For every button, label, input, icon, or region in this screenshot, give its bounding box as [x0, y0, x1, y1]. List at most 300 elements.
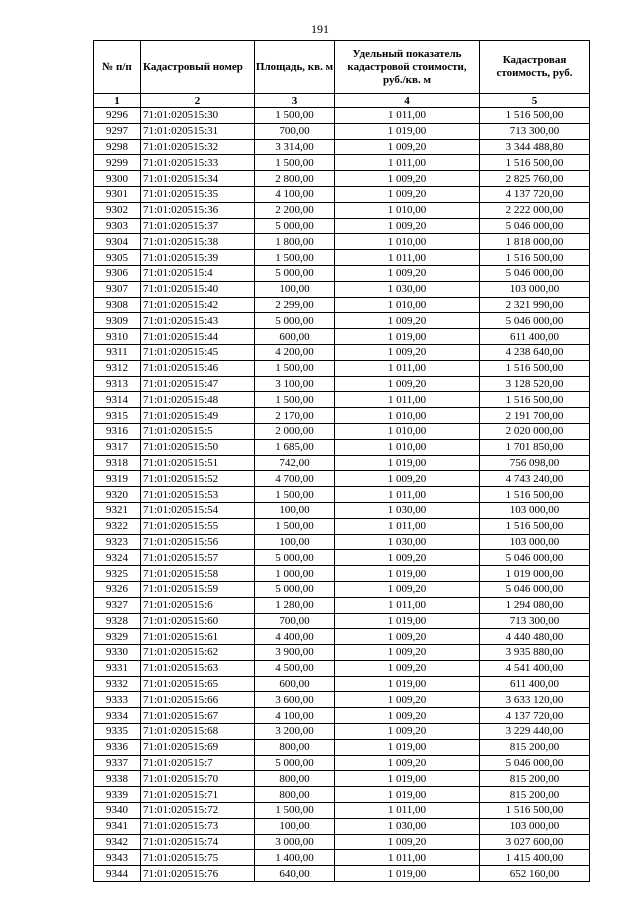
cost-cell: 3 344 488,80	[480, 139, 590, 155]
table-row	[94, 171, 590, 187]
area-cell: 800,00	[255, 787, 335, 803]
rate-cell: 1 009,20	[335, 724, 480, 740]
cadastral-table	[93, 40, 590, 882]
table-row	[94, 771, 590, 787]
cadastral-number-cell: 71:01:020515:49	[141, 408, 255, 424]
area-cell: 1 500,00	[255, 360, 335, 376]
cost-cell: 2 321 990,00	[480, 297, 590, 313]
table-row	[94, 850, 590, 866]
area-cell: 4 200,00	[255, 344, 335, 360]
cadastral-number-cell: 71:01:020515:71	[141, 787, 255, 803]
row-number-cell: 9313	[94, 376, 141, 392]
area-cell: 1 500,00	[255, 518, 335, 534]
cost-cell: 3 128 520,00	[480, 376, 590, 392]
row-number-cell: 9303	[94, 218, 141, 234]
cadastral-number-cell: 71:01:020515:60	[141, 613, 255, 629]
table-row	[94, 297, 590, 313]
row-number-cell: 9325	[94, 566, 141, 582]
cadastral-number-cell: 71:01:020515:37	[141, 218, 255, 234]
row-number-cell: 9302	[94, 202, 141, 218]
cadastral-number-cell: 71:01:020515:76	[141, 866, 255, 882]
row-number-cell: 9308	[94, 297, 141, 313]
table-row	[94, 439, 590, 455]
area-cell: 100,00	[255, 281, 335, 297]
row-number-cell: 9331	[94, 660, 141, 676]
area-cell: 1 500,00	[255, 155, 335, 171]
area-cell: 4 400,00	[255, 629, 335, 645]
cadastral-number-cell: 71:01:020515:58	[141, 566, 255, 582]
cadastral-number-cell: 71:01:020515:4	[141, 265, 255, 281]
row-number-cell: 9327	[94, 597, 141, 613]
row-number-cell: 9296	[94, 108, 141, 124]
table-row	[94, 392, 590, 408]
area-cell: 1 500,00	[255, 250, 335, 266]
header-num: № п/п	[94, 41, 141, 94]
row-number-cell: 9328	[94, 613, 141, 629]
cost-cell: 815 200,00	[480, 739, 590, 755]
rate-cell: 1 010,00	[335, 297, 480, 313]
row-number-cell: 9336	[94, 739, 141, 755]
row-number-cell: 9305	[94, 250, 141, 266]
cost-cell: 5 046 000,00	[480, 218, 590, 234]
table-header-row	[94, 41, 590, 94]
cost-cell: 1 516 500,00	[480, 360, 590, 376]
table-row	[94, 329, 590, 345]
cadastral-number-cell: 71:01:020515:69	[141, 739, 255, 755]
row-number-cell: 9309	[94, 313, 141, 329]
rate-cell: 1 009,20	[335, 645, 480, 661]
cadastral-number-cell: 71:01:020515:67	[141, 708, 255, 724]
cost-cell: 4 440 480,00	[480, 629, 590, 645]
rate-cell: 1 011,00	[335, 850, 480, 866]
rate-cell: 1 019,00	[335, 676, 480, 692]
row-number-cell: 9316	[94, 423, 141, 439]
rate-cell: 1 019,00	[335, 739, 480, 755]
row-number-cell: 9340	[94, 803, 141, 819]
row-number-cell: 9339	[94, 787, 141, 803]
cost-cell: 713 300,00	[480, 613, 590, 629]
cost-cell: 3 027 600,00	[480, 834, 590, 850]
cadastral-number-cell: 71:01:020515:30	[141, 108, 255, 124]
row-number-cell: 9343	[94, 850, 141, 866]
area-cell: 3 900,00	[255, 645, 335, 661]
area-cell: 2 000,00	[255, 423, 335, 439]
cadastral-number-cell: 71:01:020515:66	[141, 692, 255, 708]
area-cell: 1 500,00	[255, 803, 335, 819]
cost-cell: 1 516 500,00	[480, 803, 590, 819]
rate-cell: 1 011,00	[335, 250, 480, 266]
cost-cell: 4 238 640,00	[480, 344, 590, 360]
table-row	[94, 534, 590, 550]
header-area: Площадь, кв. м	[255, 41, 335, 94]
cost-cell: 2 825 760,00	[480, 171, 590, 187]
cost-cell: 611 400,00	[480, 676, 590, 692]
rate-cell: 1 009,20	[335, 171, 480, 187]
cadastral-number-cell: 71:01:020515:45	[141, 344, 255, 360]
table-row	[94, 708, 590, 724]
table-row	[94, 471, 590, 487]
table-row	[94, 186, 590, 202]
table-row	[94, 676, 590, 692]
row-number-cell: 9330	[94, 645, 141, 661]
row-number-cell: 9311	[94, 344, 141, 360]
row-number-cell: 9333	[94, 692, 141, 708]
cost-cell: 611 400,00	[480, 329, 590, 345]
area-cell: 4 100,00	[255, 708, 335, 724]
rate-cell: 1 009,20	[335, 186, 480, 202]
cost-cell: 1 516 500,00	[480, 392, 590, 408]
table-row	[94, 803, 590, 819]
cost-cell: 756 098,00	[480, 455, 590, 471]
cadastral-number-cell: 71:01:020515:57	[141, 550, 255, 566]
row-number-cell: 9304	[94, 234, 141, 250]
table-row	[94, 597, 590, 613]
table-row	[94, 423, 590, 439]
cost-cell: 5 046 000,00	[480, 581, 590, 597]
rate-cell: 1 011,00	[335, 597, 480, 613]
cost-cell: 5 046 000,00	[480, 755, 590, 771]
area-cell: 5 000,00	[255, 218, 335, 234]
area-cell: 1 500,00	[255, 108, 335, 124]
row-number-cell: 9338	[94, 771, 141, 787]
cadastral-number-cell: 71:01:020515:35	[141, 186, 255, 202]
cost-cell: 1 516 500,00	[480, 155, 590, 171]
table-row	[94, 360, 590, 376]
cost-cell: 4 743 240,00	[480, 471, 590, 487]
header-rate: Удельный показатель кадастровой стоимости, руб./кв. м	[335, 41, 480, 94]
rate-cell: 1 010,00	[335, 202, 480, 218]
cost-cell: 2 020 000,00	[480, 423, 590, 439]
row-number-cell: 9314	[94, 392, 141, 408]
rate-cell: 1 009,20	[335, 581, 480, 597]
row-number-cell: 9317	[94, 439, 141, 455]
rate-cell: 1 009,20	[335, 708, 480, 724]
row-number-cell: 9297	[94, 123, 141, 139]
cost-cell: 103 000,00	[480, 502, 590, 518]
table-row	[94, 518, 590, 534]
area-cell: 600,00	[255, 676, 335, 692]
rate-cell: 1 009,20	[335, 692, 480, 708]
table-row	[94, 755, 590, 771]
cost-cell: 103 000,00	[480, 281, 590, 297]
table-row	[94, 502, 590, 518]
cost-cell: 2 222 000,00	[480, 202, 590, 218]
table-row	[94, 313, 590, 329]
area-cell: 3 000,00	[255, 834, 335, 850]
cadastral-number-cell: 71:01:020515:75	[141, 850, 255, 866]
row-number-cell: 9319	[94, 471, 141, 487]
area-cell: 5 000,00	[255, 581, 335, 597]
row-number-cell: 9318	[94, 455, 141, 471]
cadastral-number-cell: 71:01:020515:43	[141, 313, 255, 329]
rate-cell: 1 011,00	[335, 487, 480, 503]
cadastral-number-cell: 71:01:020515:56	[141, 534, 255, 550]
rate-cell: 1 019,00	[335, 866, 480, 882]
table-row	[94, 550, 590, 566]
row-number-cell: 9300	[94, 171, 141, 187]
row-number-cell: 9335	[94, 724, 141, 740]
row-number-cell: 9322	[94, 518, 141, 534]
rate-cell: 1 009,20	[335, 550, 480, 566]
area-cell: 5 000,00	[255, 265, 335, 281]
row-number-cell: 9342	[94, 834, 141, 850]
row-number-cell: 9306	[94, 265, 141, 281]
rate-cell: 1 011,00	[335, 803, 480, 819]
rate-cell: 1 009,20	[335, 218, 480, 234]
cadastral-number-cell: 71:01:020515:53	[141, 487, 255, 503]
table-row	[94, 265, 590, 281]
cost-cell: 4 137 720,00	[480, 186, 590, 202]
cadastral-number-cell: 71:01:020515:42	[141, 297, 255, 313]
table-row	[94, 455, 590, 471]
row-number-cell: 9337	[94, 755, 141, 771]
cadastral-number-cell: 71:01:020515:54	[141, 502, 255, 518]
table-row	[94, 123, 590, 139]
rate-cell: 1 009,20	[335, 755, 480, 771]
cadastral-number-cell: 71:01:020515:31	[141, 123, 255, 139]
rate-cell: 1 019,00	[335, 455, 480, 471]
area-cell: 3 200,00	[255, 724, 335, 740]
table-row	[94, 566, 590, 582]
rate-cell: 1 011,00	[335, 360, 480, 376]
table-row	[94, 487, 590, 503]
rate-cell: 1 019,00	[335, 771, 480, 787]
area-cell: 700,00	[255, 613, 335, 629]
cost-cell: 1 516 500,00	[480, 250, 590, 266]
table-row	[94, 155, 590, 171]
cost-cell: 3 229 440,00	[480, 724, 590, 740]
cost-cell: 815 200,00	[480, 787, 590, 803]
table-row	[94, 108, 590, 124]
area-cell: 100,00	[255, 818, 335, 834]
area-cell: 5 000,00	[255, 550, 335, 566]
table-row	[94, 376, 590, 392]
rate-cell: 1 009,20	[335, 629, 480, 645]
cadastral-number-cell: 71:01:020515:48	[141, 392, 255, 408]
rate-cell: 1 011,00	[335, 108, 480, 124]
cadastral-number-cell: 71:01:020515:70	[141, 771, 255, 787]
cost-cell: 4 137 720,00	[480, 708, 590, 724]
table-row	[94, 692, 590, 708]
cadastral-number-cell: 71:01:020515:46	[141, 360, 255, 376]
cost-cell: 3 935 880,00	[480, 645, 590, 661]
column-number-row	[94, 94, 590, 108]
rate-cell: 1 030,00	[335, 534, 480, 550]
area-cell: 600,00	[255, 329, 335, 345]
cost-cell: 1 019 000,00	[480, 566, 590, 582]
cost-cell: 1 516 500,00	[480, 518, 590, 534]
rate-cell: 1 030,00	[335, 818, 480, 834]
rate-cell: 1 030,00	[335, 502, 480, 518]
area-cell: 1 400,00	[255, 850, 335, 866]
table-row	[94, 250, 590, 266]
column-number: 5	[480, 94, 590, 108]
area-cell: 800,00	[255, 771, 335, 787]
header-cadastral-number: Кадастровый номер	[141, 41, 255, 94]
rate-cell: 1 009,20	[335, 344, 480, 360]
cadastral-number-cell: 71:01:020515:50	[141, 439, 255, 455]
cadastral-number-cell: 71:01:020515:63	[141, 660, 255, 676]
table-row	[94, 139, 590, 155]
cost-cell: 1 516 500,00	[480, 108, 590, 124]
area-cell: 2 200,00	[255, 202, 335, 218]
area-cell: 800,00	[255, 739, 335, 755]
area-cell: 742,00	[255, 455, 335, 471]
cadastral-number-cell: 71:01:020515:68	[141, 724, 255, 740]
cadastral-number-cell: 71:01:020515:47	[141, 376, 255, 392]
table-row	[94, 645, 590, 661]
table-row	[94, 202, 590, 218]
cadastral-number-cell: 71:01:020515:44	[141, 329, 255, 345]
table-row	[94, 724, 590, 740]
rate-cell: 1 011,00	[335, 518, 480, 534]
area-cell: 1 000,00	[255, 566, 335, 582]
area-cell: 4 100,00	[255, 186, 335, 202]
cadastral-number-cell: 71:01:020515:74	[141, 834, 255, 850]
cost-cell: 2 191 700,00	[480, 408, 590, 424]
rate-cell: 1 019,00	[335, 787, 480, 803]
table-row	[94, 787, 590, 803]
area-cell: 2 299,00	[255, 297, 335, 313]
column-number: 2	[141, 94, 255, 108]
area-cell: 700,00	[255, 123, 335, 139]
table-row	[94, 613, 590, 629]
rate-cell: 1 019,00	[335, 123, 480, 139]
area-cell: 2 170,00	[255, 408, 335, 424]
row-number-cell: 9324	[94, 550, 141, 566]
table-row	[94, 866, 590, 882]
area-cell: 1 800,00	[255, 234, 335, 250]
cadastral-number-cell: 71:01:020515:7	[141, 755, 255, 771]
cadastral-number-cell: 71:01:020515:38	[141, 234, 255, 250]
row-number-cell: 9299	[94, 155, 141, 171]
area-cell: 1 685,00	[255, 439, 335, 455]
table-row	[94, 660, 590, 676]
table-row	[94, 629, 590, 645]
area-cell: 1 500,00	[255, 392, 335, 408]
cadastral-number-cell: 71:01:020515:59	[141, 581, 255, 597]
table-row	[94, 739, 590, 755]
area-cell: 100,00	[255, 502, 335, 518]
area-cell: 3 314,00	[255, 139, 335, 155]
rate-cell: 1 010,00	[335, 408, 480, 424]
cadastral-number-cell: 71:01:020515:5	[141, 423, 255, 439]
cost-cell: 3 633 120,00	[480, 692, 590, 708]
cadastral-number-cell: 71:01:020515:55	[141, 518, 255, 534]
area-cell: 2 800,00	[255, 171, 335, 187]
area-cell: 1 500,00	[255, 487, 335, 503]
cadastral-number-cell: 71:01:020515:73	[141, 818, 255, 834]
rate-cell: 1 009,20	[335, 471, 480, 487]
cost-cell: 1 818 000,00	[480, 234, 590, 250]
rate-cell: 1 030,00	[335, 281, 480, 297]
area-cell: 5 000,00	[255, 755, 335, 771]
page-number: 191	[311, 22, 329, 36]
cost-cell: 652 160,00	[480, 866, 590, 882]
rate-cell: 1 009,20	[335, 313, 480, 329]
rate-cell: 1 019,00	[335, 566, 480, 582]
table-row	[94, 234, 590, 250]
rate-cell: 1 009,20	[335, 139, 480, 155]
row-number-cell: 9310	[94, 329, 141, 345]
row-number-cell: 9312	[94, 360, 141, 376]
row-number-cell: 9344	[94, 866, 141, 882]
rate-cell: 1 010,00	[335, 423, 480, 439]
cost-cell: 5 046 000,00	[480, 313, 590, 329]
cadastral-number-cell: 71:01:020515:52	[141, 471, 255, 487]
rate-cell: 1 009,20	[335, 265, 480, 281]
row-number-cell: 9334	[94, 708, 141, 724]
cost-cell: 103 000,00	[480, 818, 590, 834]
cost-cell: 4 541 400,00	[480, 660, 590, 676]
row-number-cell: 9301	[94, 186, 141, 202]
cadastral-number-cell: 71:01:020515:6	[141, 597, 255, 613]
cadastral-number-cell: 71:01:020515:32	[141, 139, 255, 155]
row-number-cell: 9298	[94, 139, 141, 155]
cost-cell: 1 516 500,00	[480, 487, 590, 503]
cadastral-number-cell: 71:01:020515:72	[141, 803, 255, 819]
cost-cell: 1 294 080,00	[480, 597, 590, 613]
area-cell: 1 280,00	[255, 597, 335, 613]
rate-cell: 1 009,20	[335, 660, 480, 676]
rate-cell: 1 011,00	[335, 155, 480, 171]
area-cell: 100,00	[255, 534, 335, 550]
area-cell: 640,00	[255, 866, 335, 882]
table-row	[94, 408, 590, 424]
rate-cell: 1 009,20	[335, 834, 480, 850]
area-cell: 3 100,00	[255, 376, 335, 392]
area-cell: 3 600,00	[255, 692, 335, 708]
row-number-cell: 9321	[94, 502, 141, 518]
cost-cell: 103 000,00	[480, 534, 590, 550]
table-row	[94, 344, 590, 360]
rate-cell: 1 010,00	[335, 234, 480, 250]
cadastral-number-cell: 71:01:020515:33	[141, 155, 255, 171]
row-number-cell: 9320	[94, 487, 141, 503]
row-number-cell: 9341	[94, 818, 141, 834]
rate-cell: 1 019,00	[335, 329, 480, 345]
rate-cell: 1 010,00	[335, 439, 480, 455]
cadastral-number-cell: 71:01:020515:36	[141, 202, 255, 218]
row-number-cell: 9326	[94, 581, 141, 597]
row-number-cell: 9323	[94, 534, 141, 550]
cost-cell: 1 701 850,00	[480, 439, 590, 455]
table-row	[94, 818, 590, 834]
row-number-cell: 9332	[94, 676, 141, 692]
cadastral-number-cell: 71:01:020515:61	[141, 629, 255, 645]
column-number: 3	[255, 94, 335, 108]
cadastral-number-cell: 71:01:020515:51	[141, 455, 255, 471]
row-number-cell: 9315	[94, 408, 141, 424]
table-row	[94, 218, 590, 234]
cadastral-number-cell: 71:01:020515:39	[141, 250, 255, 266]
cost-cell: 5 046 000,00	[480, 550, 590, 566]
cadastral-number-cell: 71:01:020515:62	[141, 645, 255, 661]
table-row	[94, 281, 590, 297]
cost-cell: 5 046 000,00	[480, 265, 590, 281]
area-cell: 5 000,00	[255, 313, 335, 329]
rate-cell: 1 019,00	[335, 613, 480, 629]
row-number-cell: 9307	[94, 281, 141, 297]
cost-cell: 1 415 400,00	[480, 850, 590, 866]
rate-cell: 1 009,20	[335, 376, 480, 392]
cost-cell: 815 200,00	[480, 771, 590, 787]
cadastral-number-cell: 71:01:020515:34	[141, 171, 255, 187]
cadastral-number-cell: 71:01:020515:40	[141, 281, 255, 297]
column-number: 4	[335, 94, 480, 108]
column-number: 1	[94, 94, 141, 108]
row-number-cell: 9329	[94, 629, 141, 645]
